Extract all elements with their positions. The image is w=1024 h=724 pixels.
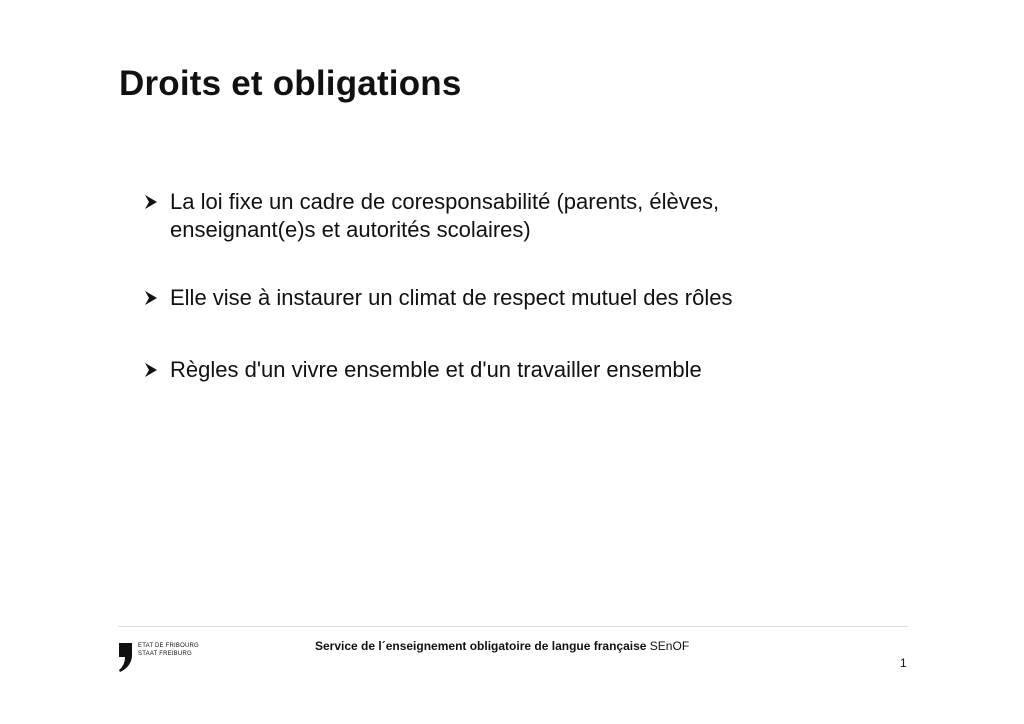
arrow-bullet-icon (144, 284, 170, 306)
arrow-bullet-icon (144, 356, 170, 378)
comma-logo-icon (118, 641, 134, 673)
footer-service-name (315, 639, 689, 653)
logo-line: ETAT DE FRIBOURG (138, 643, 199, 649)
bullet-line: Elle vise à instaurer un climat de respect mutuel des rôles (170, 285, 733, 310)
slide-title: Droits et obligations (119, 64, 462, 103)
service-abbreviation: SEnOF (649, 639, 690, 653)
bullet-item (144, 356, 824, 384)
page-number: 1 (900, 656, 907, 670)
bullet-text (170, 188, 824, 244)
footer-divider (118, 626, 908, 627)
state-logo (118, 641, 208, 675)
logo-line: STAAT FREIBURG (138, 651, 192, 657)
bullet-text (170, 284, 824, 312)
logo-text (138, 642, 199, 658)
service-name: Service de l´enseignement obligatoire de langue française (315, 639, 647, 653)
bullet-line: Règles d'un vivre ensemble et d'un travailler ensemble (170, 357, 702, 382)
bullet-line: La loi fixe un cadre de coresponsabilité (parents, élèves, (170, 189, 720, 214)
bullet-line: enseignant(e)s et autorités scolaires) (170, 217, 531, 242)
bullet-text (170, 356, 824, 384)
bullet-item (144, 188, 824, 284)
bullet-item (144, 284, 824, 356)
arrow-bullet-icon (144, 188, 170, 210)
bullet-list (144, 188, 824, 384)
